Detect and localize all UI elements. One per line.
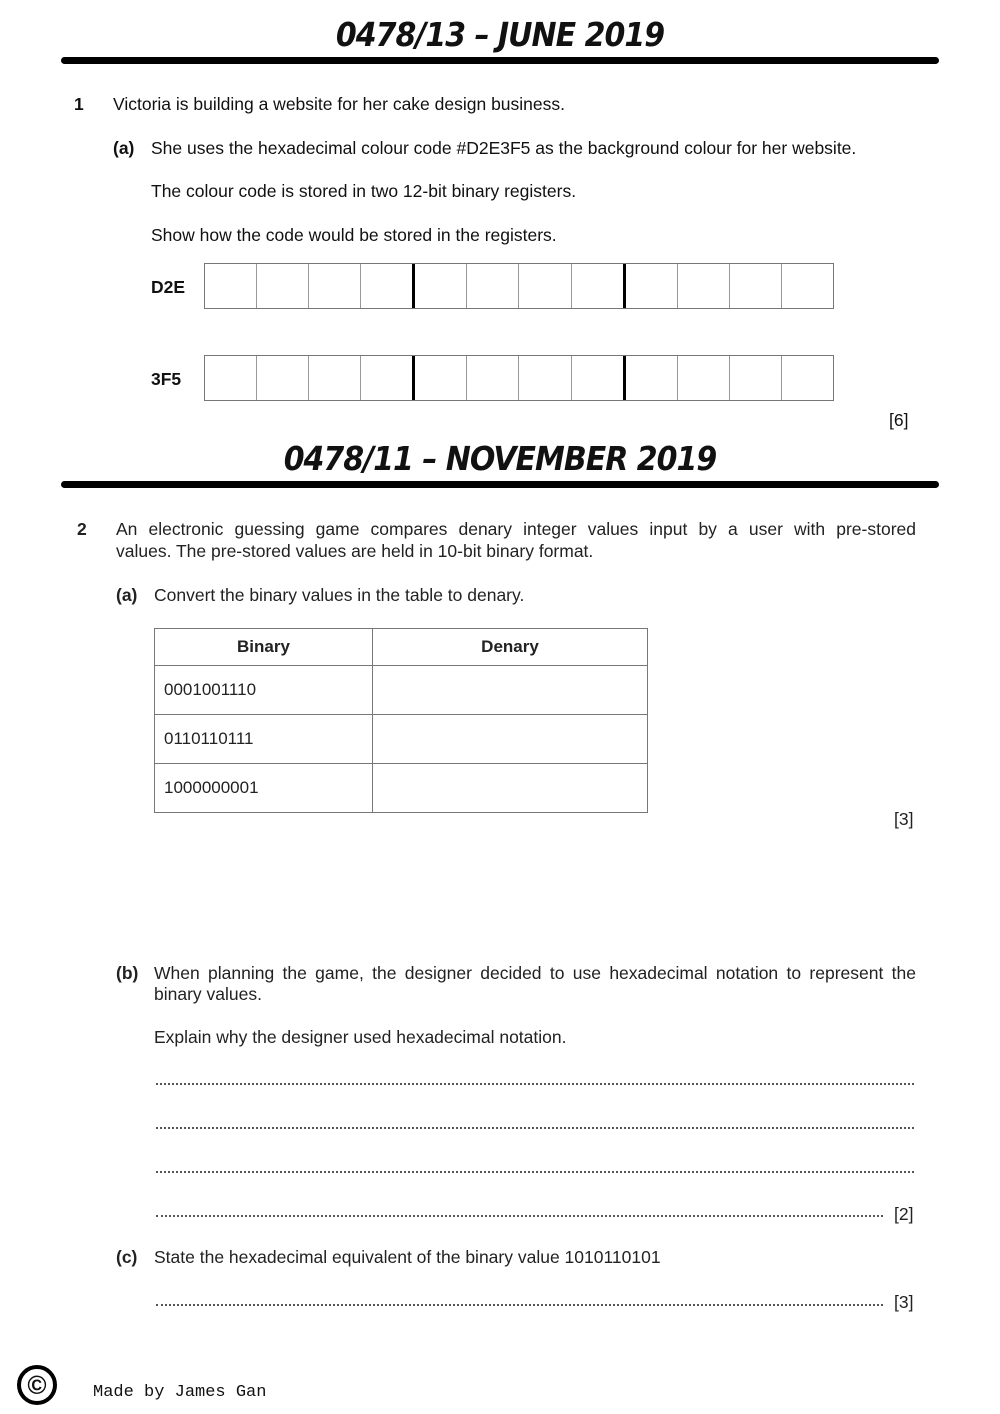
part-text: Convert the binary values in the table to denary. xyxy=(154,585,525,605)
marks: [3] xyxy=(894,1292,914,1312)
answer-line[interactable] xyxy=(156,1215,883,1217)
question-number: 1 xyxy=(74,94,84,114)
question-stem: Victoria is building a website for her cake design business. xyxy=(113,94,566,114)
part-label: (a) xyxy=(116,585,138,605)
denary-answer-cell[interactable] xyxy=(373,666,648,715)
column-header: Denary xyxy=(373,629,648,666)
answer-line[interactable] xyxy=(156,1083,914,1085)
part-text: When planning the game, the designer decided to use hexadecimal notation to represent the xyxy=(154,963,916,983)
binary-denary-table xyxy=(154,628,648,813)
denary-answer-cell[interactable] xyxy=(373,764,648,813)
answer-line[interactable] xyxy=(156,1171,914,1173)
denary-answer-cell[interactable] xyxy=(373,715,648,764)
part-label: (c) xyxy=(116,1247,138,1267)
answer-line[interactable] xyxy=(156,1304,883,1306)
binary-cell: 0110110111 xyxy=(155,715,373,764)
section-heading-november-2019: 0478/11 – NOVEMBER 2019 xyxy=(283,440,717,479)
question-stem: values. The pre-stored values are held in 10-bit binary format. xyxy=(116,541,594,561)
binary-cell: 0001001110 xyxy=(155,666,373,715)
answer-line[interactable] xyxy=(156,1127,914,1129)
part-text: Explain why the designer used hexadecimal notation. xyxy=(154,1027,567,1047)
part-label: (a) xyxy=(113,138,135,158)
footer-credit: Made by James Gan xyxy=(93,1383,267,1402)
register-label: 3F5 xyxy=(151,369,182,389)
heading-rule xyxy=(61,57,939,64)
register-label: D2E xyxy=(151,277,186,297)
part-text: The colour code is stored in two 12-bit binary registers. xyxy=(151,181,577,201)
table-row xyxy=(155,715,648,764)
part-text: Show how the code would be stored in the registers. xyxy=(151,225,557,245)
register-d2e[interactable] xyxy=(204,263,834,309)
marks: [2] xyxy=(894,1204,914,1224)
question-stem: An electronic guessing game compares denary integer values input by a user with pre-stored xyxy=(116,519,916,539)
part-label: (b) xyxy=(116,963,139,983)
column-header: Binary xyxy=(155,629,373,666)
part-text: State the hexadecimal equivalent of the binary value 1010110101 xyxy=(154,1247,661,1267)
table-row xyxy=(155,764,648,813)
marks: [3] xyxy=(894,809,914,829)
copyright-icon: © xyxy=(17,1365,57,1405)
register-3f5[interactable] xyxy=(204,355,834,401)
section-heading-june-2019: 0478/13 – JUNE 2019 xyxy=(335,16,665,55)
binary-cell: 1000000001 xyxy=(155,764,373,813)
part-text: She uses the hexadecimal colour code #D2E3F5 as the background colour for her website. xyxy=(151,138,857,158)
question-number: 2 xyxy=(77,519,87,539)
part-text: binary values. xyxy=(154,984,262,1004)
heading-rule xyxy=(61,481,939,488)
marks: [6] xyxy=(889,410,909,430)
table-row xyxy=(155,666,648,715)
